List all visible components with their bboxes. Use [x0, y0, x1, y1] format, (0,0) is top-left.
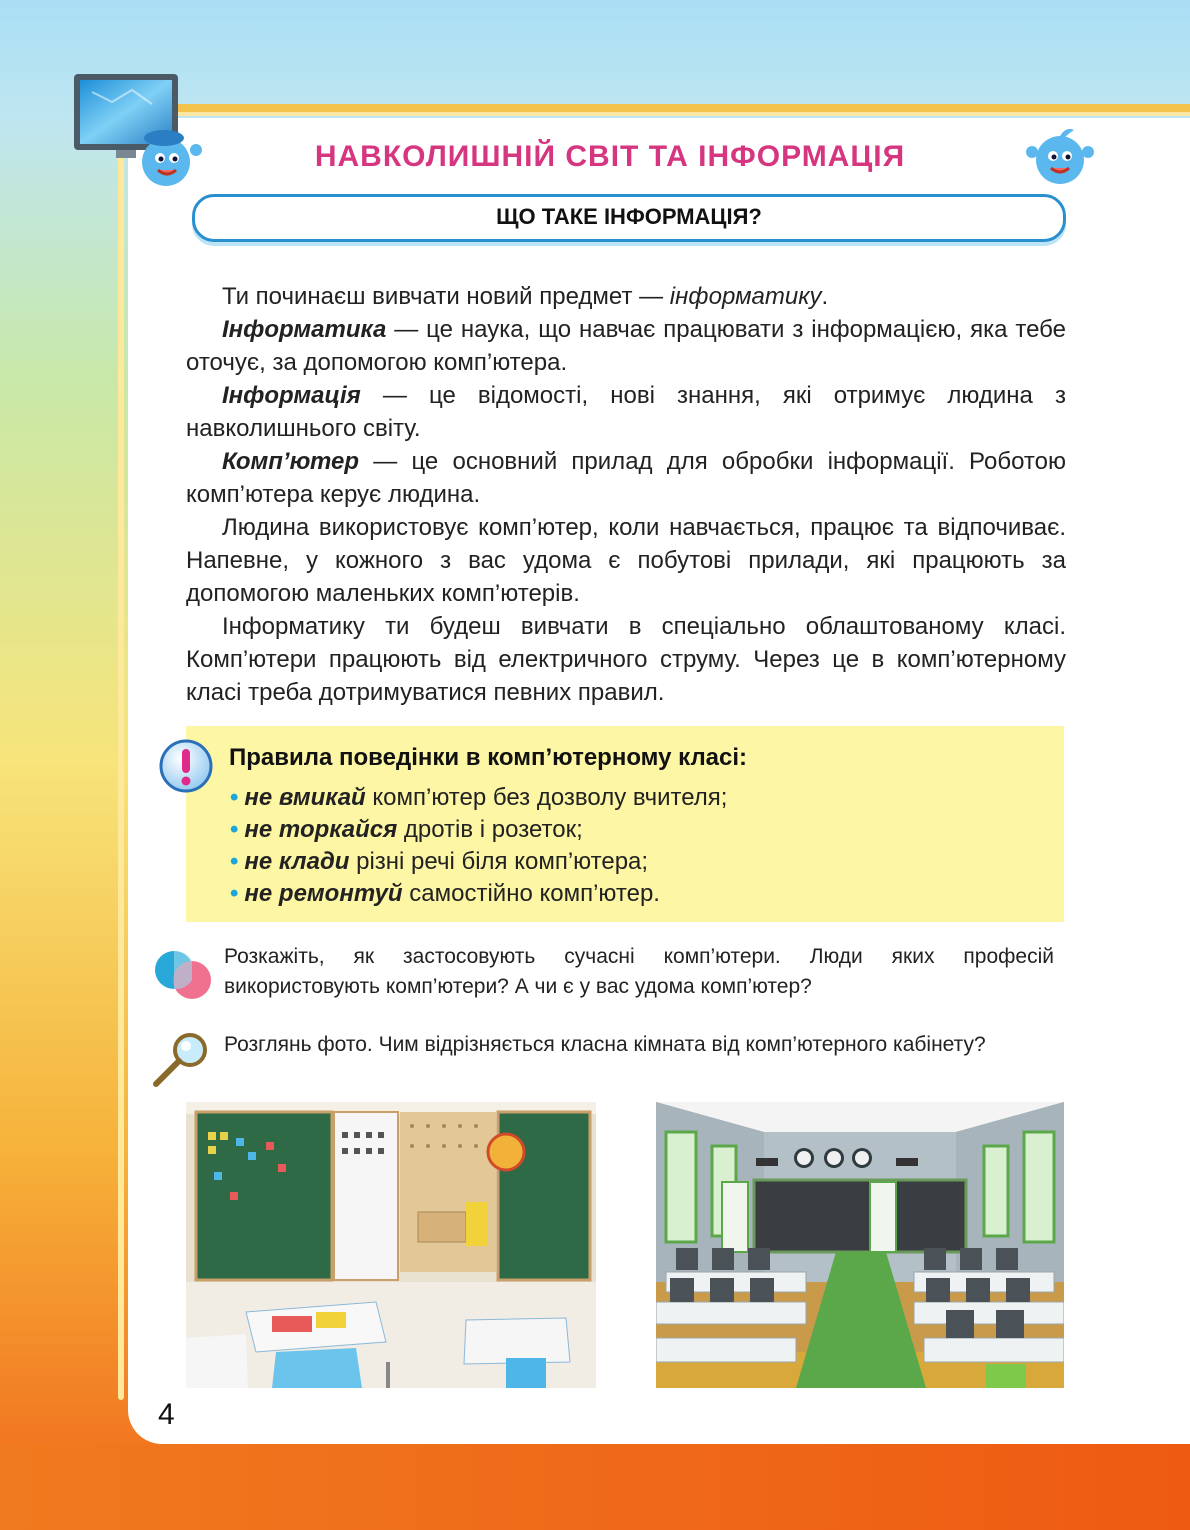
rule-emphasis: не вмикай [244, 784, 366, 811]
definition-text: — це основний прилад для обробки інформації. Роботою комп’ютера керує людина. [186, 448, 1066, 508]
definition-term: Інформація [222, 382, 361, 409]
intro-text [186, 280, 1066, 709]
rules-list [230, 782, 727, 910]
magnifier-icon [150, 1030, 214, 1088]
paragraph [186, 379, 1066, 445]
subtitle: ЩО ТАКЕ ІНФОРМАЦІЯ? [496, 204, 762, 229]
list-item [230, 846, 727, 878]
rule-text: самостійно комп’ютер. [402, 880, 660, 907]
list-item [230, 782, 727, 814]
list-item [230, 814, 727, 846]
paragraph [186, 445, 1066, 511]
left-band [118, 150, 124, 1400]
droplet-mascot-icon [1024, 124, 1096, 188]
exclamation-icon [158, 738, 214, 794]
rule-emphasis: не ремонтуй [244, 880, 403, 907]
rule-text: дротів і розеток; [397, 816, 583, 843]
paragraph [186, 313, 1066, 379]
bullet: • [230, 848, 239, 875]
bottom-strip [0, 1444, 1190, 1530]
top-band-light [128, 112, 1190, 116]
definition-term: Комп’ютер [222, 448, 360, 475]
paragraph [186, 280, 1066, 313]
bullet: • [230, 816, 239, 843]
rule-text: комп’ютер без дозволу вчителя; [365, 784, 728, 811]
emphasis-term: інформатику [669, 283, 822, 310]
rule-emphasis: не торкайся [244, 816, 398, 843]
definition-text: — це наука, що навчає працювати з інформацією, яка тебе оточує, за допомогою комп’ютера. [186, 316, 1066, 376]
page-number: 4 [158, 1398, 175, 1431]
page-title: НАВКОЛИШНІЙ СВІТ ТА ІНФОРМАЦІЯ [314, 140, 906, 173]
list-item [230, 878, 727, 910]
discussion-question: Розкажіть, як застосовують сучасні комп’ютери. Люди яких професій використовують комп’ютери? А чи є у вас удома комп’ютер? [224, 945, 1054, 998]
classroom-photo [186, 1102, 596, 1388]
definition-text: — це відомості, нові знання, які отримує людина з навколишнього світу. [186, 382, 1066, 442]
definition-term: Інформатика [222, 316, 387, 343]
paragraph-text: Ти починаєш вивчати новий предмет — [222, 283, 670, 310]
bullet: • [230, 880, 239, 907]
discussion-icon [152, 944, 214, 1006]
bullet: • [230, 784, 239, 811]
rule-text: різні речі біля комп’ютера; [349, 848, 649, 875]
subtitle-banner [192, 194, 1066, 242]
observation-question: Розглянь фото. Чим відрізняється класна кімната від комп’ютерного кабінету? [224, 1033, 986, 1056]
paragraph: Інформатику ти будеш вивчати в спеціально облаштованому класі. Комп’ютери працюють від електричного струму. Через це в комп’ютерному класі треба дотримуватися певних правил. [186, 613, 1066, 706]
computer-lab-photo [656, 1102, 1064, 1388]
paragraph-text: . [821, 283, 829, 310]
top-band [128, 104, 1190, 112]
paragraph: Людина використовує комп’ютер, коли навчається, працює та відпочиває. Напевне, у кожного з вас удома є побутові прилади, які працюють за допомогою маленьких комп’ютерів. [186, 514, 1066, 607]
rule-emphasis: не клади [244, 848, 350, 875]
rules-title: Правила поведінки в комп’ютерному класі: [229, 744, 748, 771]
